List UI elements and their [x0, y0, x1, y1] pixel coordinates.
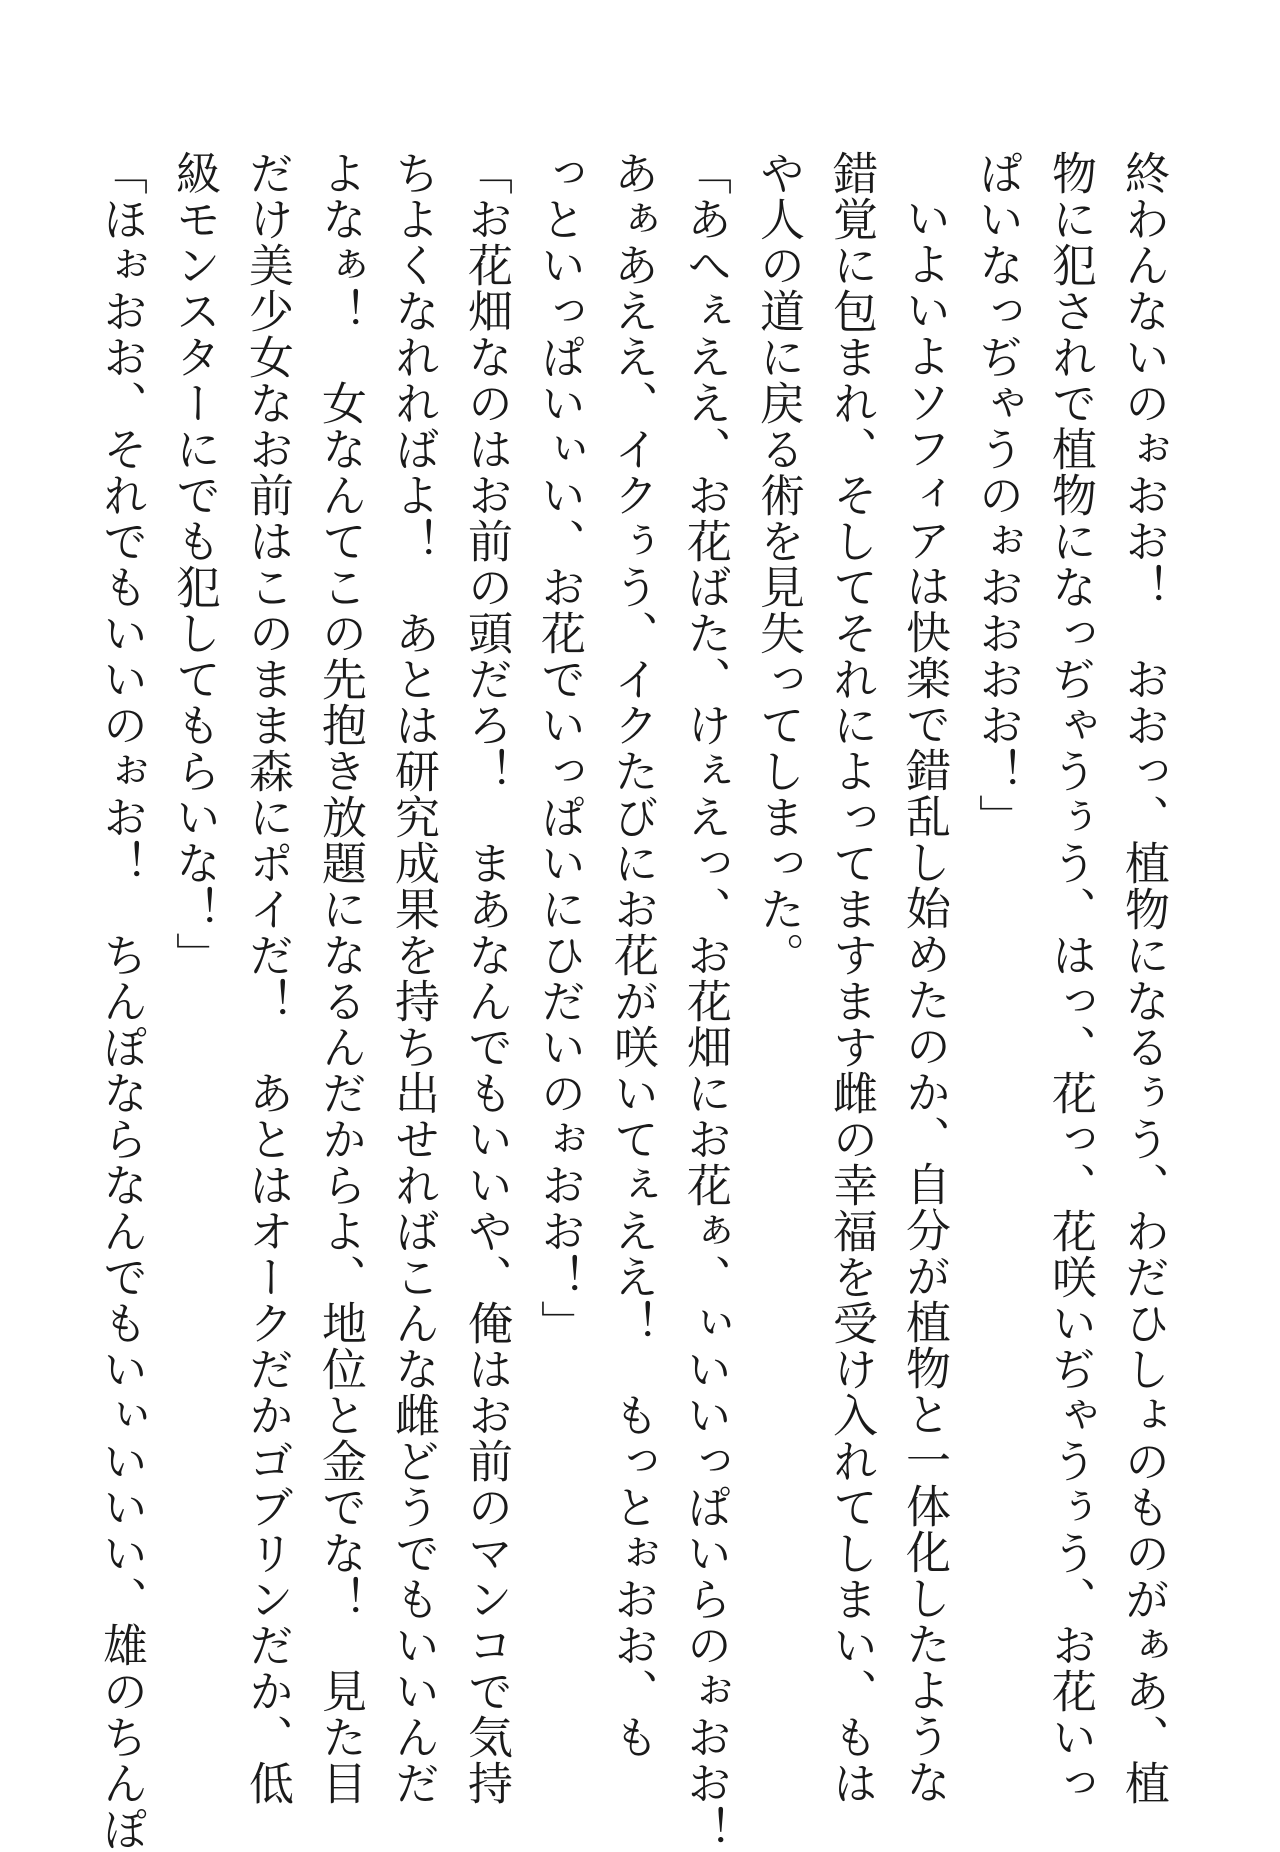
text-line: だけ美少女なお前はこのまま森にポイだ！ あとはオークだかゴブリンだか、低: [241, 150, 294, 1806]
text-line: 終わんないのぉおお！ おおっ、植物になるぅう、わだひしょのものがぁあ、植: [1117, 150, 1170, 1806]
vertical-text-body: [95, 150, 1180, 1852]
text-line: 「お花畑なのはお前の頭だろ！ まあなんでもいいや、俺はお前のマンコで気持: [460, 150, 513, 1806]
text-line: いよいよソフィアは快楽で錯乱し始めたのか、自分が植物と一体化したような: [898, 195, 951, 1805]
text-line: 「ほぉおお、それでもいいのぉお！ ちんぽならなんでもいぃいいい、雄のちんぽ: [95, 150, 148, 1852]
text-line: あぁあええ、イクぅう、イクたびにお花が咲いてぇええ！ もっとぉおお、も: [606, 150, 659, 1760]
text-line: よなぁ！ 女なんてこの先抱き放題になるんだからよ、地位と金でな！ 見た目: [314, 150, 367, 1806]
text-line: 錯覚に包まれ、そしてそれによってますます雌の幸福を受け入れてしまい、もは: [825, 150, 878, 1806]
text-line: 物に犯されで植物になっぢゃうぅう、はっ、花っ、花咲いぢゃうぅう、お花いっ: [1044, 150, 1097, 1806]
text-line: 級モンスターにでも犯してもらいな！」: [168, 150, 221, 978]
text-line: ちよくなれればよ！ あとは研究成果を持ち出せればこんな雌どうでもいいんだ: [387, 150, 440, 1806]
text-line: 「あへぇええ、お花ばた、けぇえっ、お花畑にお花ぁ、ぃいいっぱいらのぉおお！: [679, 150, 732, 1852]
text-line: や人の道に戻る術を見失ってしまった。: [752, 150, 805, 978]
text-line: ぱいなっぢゃうのぉおおおお！」: [971, 150, 1024, 840]
text-line: っといっぱいぃい、お花でいっぱいにひだいのぉおお！」: [533, 150, 586, 1346]
